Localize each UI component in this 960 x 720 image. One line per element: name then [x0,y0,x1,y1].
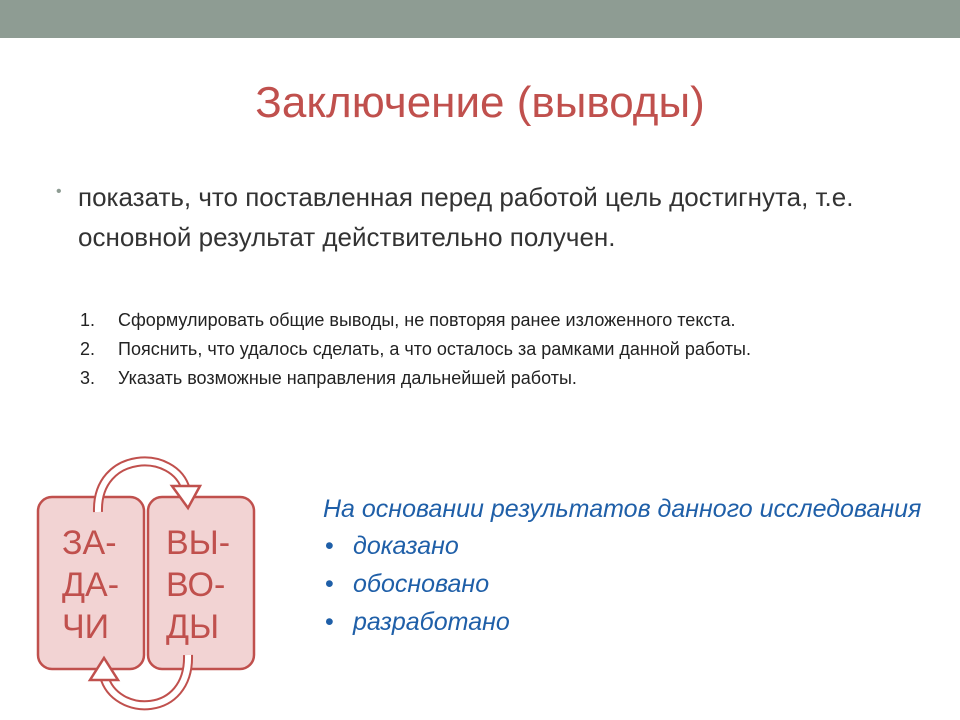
conclusions-box-label: ВЫ- ВО- ДЫ [166,524,231,646]
bullet-dot-icon: • [325,608,334,636]
step-number: 3. [80,368,96,388]
bullet-dot-icon: • [325,570,334,598]
conclusion-block [323,492,923,641]
list-item [323,565,923,603]
conclusion-item: доказано [353,532,459,560]
conclusion-item: обосновано [353,570,490,598]
tasks-box-label: ЗА- ДА- ЧИ [62,524,120,646]
main-bullet-text: показать, что поставленная перед работой цель достигнута, т.е. основной результат действительно получен. [78,182,854,252]
step-text: Пояснить, что удалось сделать, а что осталось за рамками данной работы. [118,339,751,359]
conclusion-item: разработано [353,608,510,636]
list-item [323,603,923,641]
step-text: Сформулировать общие выводы, не повторяя ранее изложенного текста. [118,310,736,330]
bullet-dot-icon: • [325,532,334,560]
step-number: 1. [80,310,96,330]
bullet-dot-icon: • [56,183,62,200]
slide-title: Заключение (выводы) [255,78,705,127]
conclusion-list [323,527,923,641]
list-item [323,527,923,565]
conclusion-intro: На основании результатов данного исследования [323,495,922,523]
step-text: Указать возможные направления дальнейшей работы. [118,368,577,388]
step-number: 2. [80,339,96,359]
